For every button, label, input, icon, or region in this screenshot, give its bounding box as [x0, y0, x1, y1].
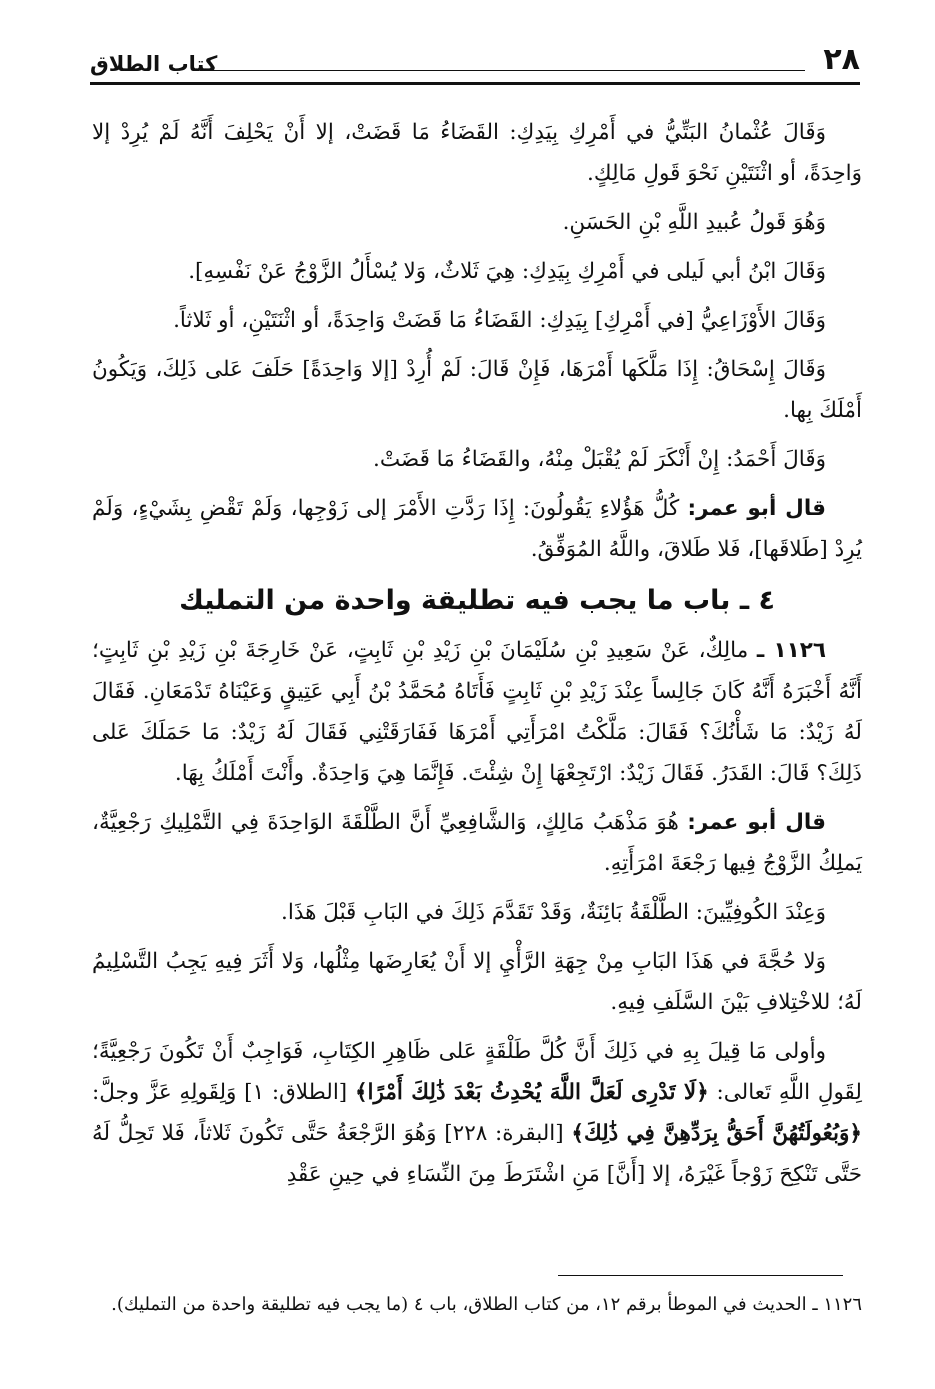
- paragraph-text: وَقَالَ إِسْحَاقُ: إِذَا مَلَّكَها أَمْرَهَا، فَإِنْ قَالَ: لَمْ أُرِدْ [إلا وَاحِدَةً] حَلَفَ عَلى ذَلِكَ، وَيَكُونُ أَمْلَكَ بِها.: [92, 357, 862, 423]
- paragraph: [92, 251, 862, 292]
- paragraph-text: وَقَالَ عُثْمانُ البَتِّيُّ في أَمْرِكِ بِيَدِكِ: القَضَاءُ مَا قَضَتْ، إلا أَنْ يَحْلِفَ أَنَّهُ لَمْ يُرِدْ إلا وَاحِدَةً، أو اثْنَتَيْنِ نَحْوَ قَولِ مَالِكٍ.: [92, 120, 862, 186]
- page-number: ٢٨: [823, 42, 860, 77]
- paragraph-text: وَقَالَ ابْنُ أبي لَيلى في أَمْرِكِ بِيَدِكِ: هِيَ ثَلاثٌ، وَلا يُسْأَلُ الزَّوْجُ عَنْ نَفْسِهِ].: [188, 259, 826, 284]
- paragraph: [92, 112, 862, 194]
- paragraph: [92, 941, 862, 1023]
- final-paragraph: [92, 1031, 862, 1195]
- footnote: ١١٢٦ ـ الحديث في الموطأ برقم ١٢، من كتاب الطلاق، باب ٤ (ما يجب فيه تطليقة واحدة من التمليك).: [111, 1294, 862, 1315]
- hadith-number: ١١٢٦ ـ: [756, 638, 826, 663]
- paragraph-text: وَقَالَ الأَوْزَاعِيُّ [في أَمْرِكِ] بِيَدِكِ: القَضَاءُ مَا قَضَتْ وَاحِدَةً، أو اثْنَتَيْنِ، أو ثَلاثاً.: [173, 308, 826, 333]
- speaker-label: قال أبو عمر:: [687, 496, 826, 521]
- footnote-rule: [558, 1275, 843, 1276]
- paragraph: [92, 300, 862, 341]
- header-rule: [200, 70, 805, 71]
- final-text-1: وأولى مَا قِيلَ بِهِ في ذَلِكَ أَنَّ كُلَّ طَلْقَةٍ عَلى ظَاهِرِ الكِتَابِ، فَوَاجِبٌ أَنْ تَكُونَ رَجْعِيَّةً؛ لِقَولِ اللَّهِ تَعالى:: [92, 1039, 862, 1105]
- paragraph-text: وَهُوَ قَولُ عُبيدِ اللَّهِ بْنِ الحَسَنِ.: [562, 210, 826, 235]
- chapter-heading: ٤ ـ باب ما يجب فيه تطليقة واحدة من التمليك: [179, 585, 775, 616]
- quran-verse-1: ﴿لَا تَدْرِى لَعَلَّ اللَّهَ يُحْدِثُ بَعْدَ ذَٰلِكَ أَمْرًا﴾: [354, 1080, 709, 1105]
- speaker-label: قال أبو عمر:: [687, 810, 826, 835]
- page-header: [90, 42, 860, 85]
- paragraph-text: هُوَ مَذْهَبُ مَالِكٍ، وَالشَّافِعِيِّ أَنَّ الطَّلْقَةَ الوَاحِدَةَ فِي التَّمْلِيكِ رَجْعِيَّةٌ، يَملِكُ الزَّوْجُ فِيها رَجْعَةَ امْرَأَتِهِ.: [92, 810, 862, 876]
- main-text: [92, 112, 862, 1203]
- hadith-paragraph: [92, 630, 862, 794]
- final-text-3: وَهُوَ الرَّجْعَةُ حَتَّى تَكُونَ ثَلاثاً، فَلا تَحِلُّ لَهُ حَتَّى تَنْكِحَ زَوْجاً غَيْرَهُ، إلا [أَنَّ] مَنِ اشْتَرَطَ مِنَ النِّسَاءِ في حِينِ عَقْدِ: [92, 1121, 862, 1187]
- paragraph-text: وَقَالَ أَحْمَدُ: إِنْ أَنْكَرَ لَمْ يُقْبَلْ مِنْهُ، والقَضَاءُ مَا قَضَتْ.: [372, 447, 826, 472]
- paragraph-text: وَلا حُجَّةَ في هَذَا البَابِ مِنْ جِهَةِ الرَّأْيِ إلا أَنْ يُعَارِضَها مِثْلُها، وَلا أَثَرَ فِيهِ يَجِبُ التَّسْلِيمُ لَهُ؛ للاخْتِلافِ بَيْنَ السَّلَفِ فِيهِ.: [92, 949, 862, 1015]
- quran-reference-2: [البقرة: ٢٢٨]: [444, 1121, 564, 1146]
- book-title: كتاب الطلاق: [90, 52, 218, 76]
- paragraph: [92, 892, 862, 933]
- final-text-2: وَلِقَولِهِ عَزَّ وجلَّ:: [92, 1080, 237, 1105]
- quran-verse-2: ﴿وَبُعُولَتُهُنَّ أَحَقُّ بِرَدِّهِنَّ فِي ذَٰلِكَ﴾: [571, 1121, 863, 1146]
- paragraphs-before: [92, 112, 862, 570]
- paragraph: [92, 802, 862, 884]
- paragraph: [92, 349, 862, 431]
- hadith-text: مالِكٌ، عَنْ سَعِيدِ بْنِ سُلَيْمَانَ بْنِ زَيْدِ بْنِ ثَابِتٍ، عَنْ خَارِجَةَ بْنِ زَيْدِ بْنِ ثَابِتٍ؛ أَنَّهُ أَخْبَرَهُ أَنَّهُ كَانَ جَالِساً عِنْدَ زَيْدِ بْنِ ثَابِتٍ فَأَتَاهُ مُحَمَّدُ بْنُ أَبِي عَتِيقٍ وَعَيْنَاهُ تَدْمَعَانِ. فَقَالَ لَهُ زَيْدٌ: مَا شَأْنُكَ؟ فَقَالَ: مَلَّكْتُ امْرَأَتِي أَمْرَهَا فَفَارَقَتْنِي فَقَالَ لَهُ زَيْدٌ: مَا حَمَلَكَ عَلى ذَلِكَ؟ قَالَ: القَدَرُ. فَقَالَ زَيْدٌ: ارْتَجِعْهَا إِنْ شِئْتَ. فَإِنَّمَا هِيَ وَاحِدَةٌ. وأَنْتَ أَمْلَكُ بِهَا.: [92, 638, 862, 786]
- paragraph: [92, 202, 862, 243]
- paragraph-text: وَعِنْدَ الكُوفِيِّينَ: الطَّلْقَةُ بَائِنَةٌ، وَقَدْ تَقَدَّمَ ذَلِكَ في البَابِ قَبْلَ هَذَا.: [281, 900, 826, 925]
- paragraphs-after: [92, 802, 862, 1023]
- paragraph-text: كُلُّ هَؤُلاءِ يَقُولُونَ: إِذَا رَدَّتِ الأَمْرَ إلى زَوْجِها، وَلَمْ تَقْضِ بِشَيْءٍ، وَلَمْ يُرِدْ [طَلاقَها]، فَلا طَلاقَ، واللَّهُ المُوَفِّقُ.: [92, 496, 862, 562]
- quran-reference-1: [الطلاق: ١]: [244, 1080, 348, 1105]
- paragraph: [92, 488, 862, 570]
- paragraph: [92, 439, 862, 480]
